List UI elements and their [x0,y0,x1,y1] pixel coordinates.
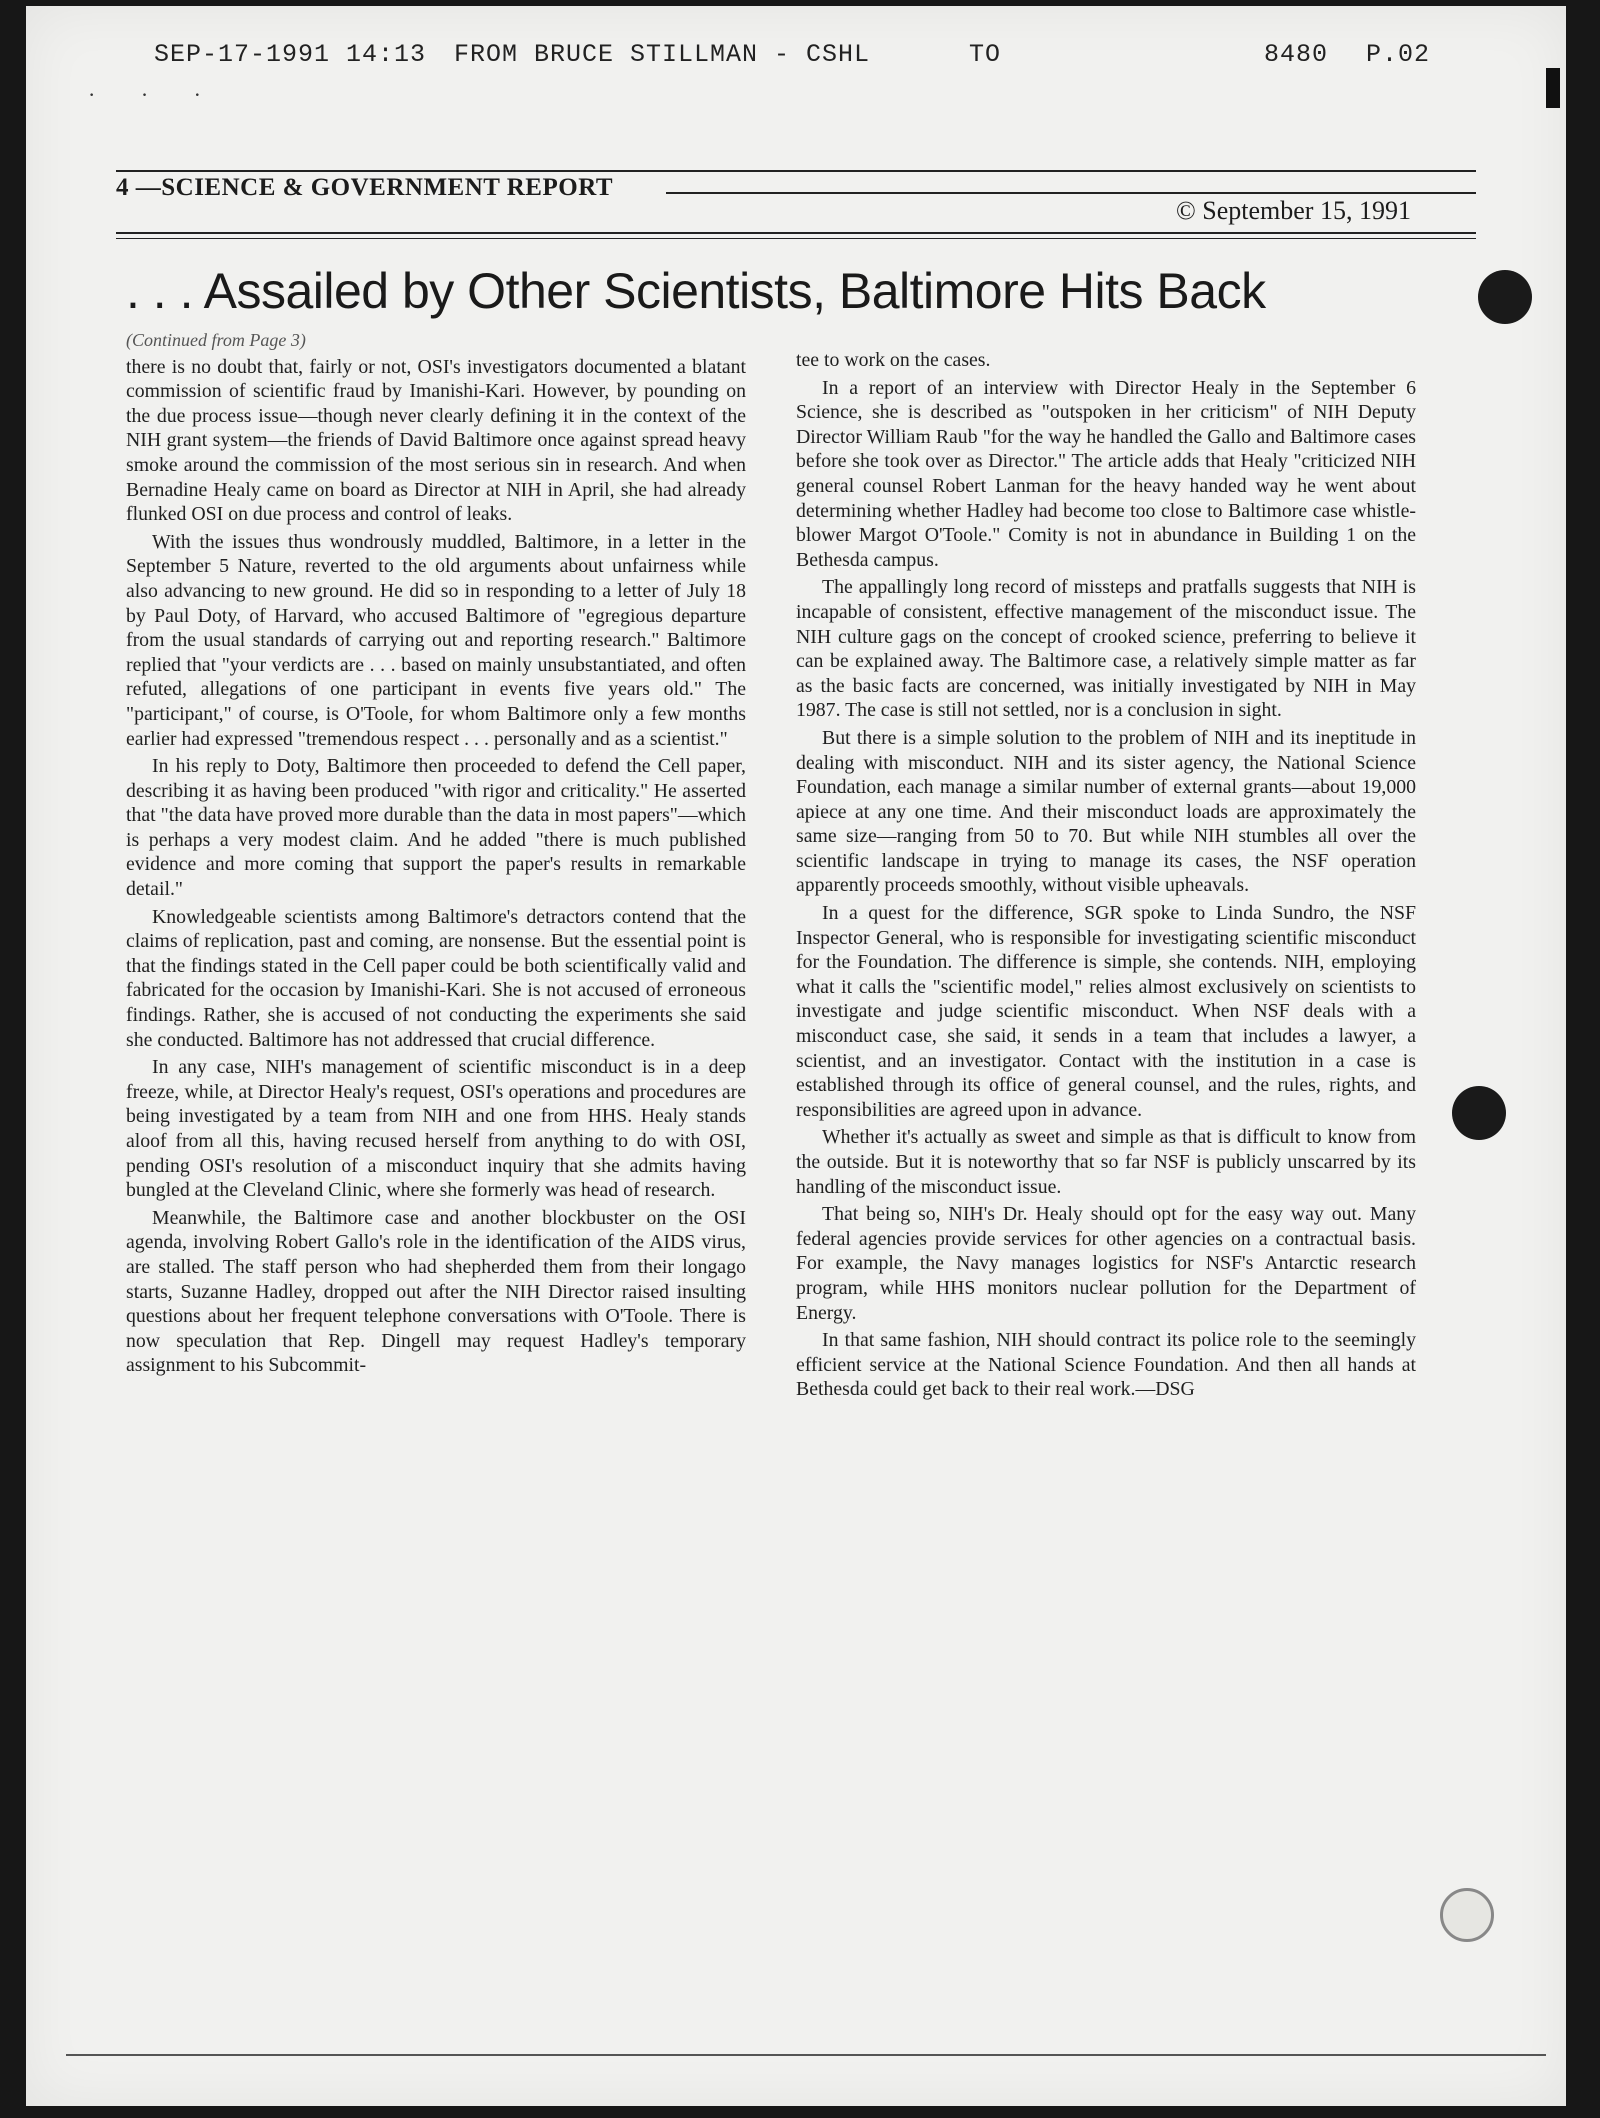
paragraph: The appallingly long record of missteps and pratfalls suggests that NIH is incapable of consistent, effective management of the misconduct issue. The NIH culture gags on the concept of crooked science, preferring to believe it can be explained away. The Baltimore case, a relatively simple matter as far as the basic facts are concerned, was initially investigated by NIH in May 1987. The case is still not settled, nor is a conclusion in sight. [796,576,1416,722]
top-rule [116,170,1476,172]
paragraph: In a report of an interview with Director Healy in the September 6 Science, she is described as "outspoken in her criticism" of NIH Deputy Director William Raub "for the way he handled the Gallo and Baltimore cases before she took over as Director." The article adds that Healy "criticized NIH general counsel Robert Lanman for the heavy handed way he went about determining whether Hadley had become too close to Baltimore case whistle-blower Margot O'Toole." Comity is not in abundance in Building 1 on the Bethesda campus. [796,376,1416,571]
section-rule [666,192,1476,194]
article-headline: . . . Assailed by Other Scientists, Baltimore Hits Back [126,263,1266,319]
paragraph: Meanwhile, the Baltimore case and another blockbuster on the OSI agenda, involving Robert Gallo's role in the identification of the AIDS virus, are stalled. The staff person who had shepherded them from their longago starts, Suzanne Hadley, dropped out after the NIH Director raised insulting questions about her frequent telephone conversations with O'Toole. There is now speculation that Rep. Dingell may request Hadley's temporary assignment to his Subcommit- [126,1206,746,1377]
paragraph: In his reply to Doty, Baltimore then proceeded to defend the Cell paper, describing it as having been produced "with rigor and criticality." He asserted that "the data have proved more durable than the data in most papers"—which is perhaps a very modest claim. And he added "there is much published evidence and more coming that support the paper's results in remarkable detail." [126,755,746,901]
fax-page [26,6,1566,2106]
paragraph: there is no doubt that, fairly or not, OSI's investigators documented a blatant commission of scientific fraud by Imanishi-Kari. However, by pounding on the due process issue—though never clearly defining it in the context of the NIH grant system—the friends of David Baltimore once against spread heavy smoke around the commission of the most serious sin in research. And when Bernadine Healy came on board as Director at NIH in April, she had already flunked OSI on due process and control of leaks. [126,355,746,526]
paragraph: Whether it's actually as sweet and simple as that is difficult to know from the outside. But it is noteworthy that so far NSF is publicly unscarred by its handling of the misconduct issue. [796,1126,1416,1198]
bottom-rule [66,2054,1546,2056]
section-label: 4 —SCIENCE & GOVERNMENT REPORT [116,174,614,201]
paragraph: With the issues thus wondrously muddled, Baltimore, in a letter in the September 5 Nature, reverted to the old arguments about unfairness while also advancing to new ground. He did so in responding to a letter of July 18 by Paul Doty, of Harvard, who accused Baltimore of "egregious departure from the usual standards of carrying out and reporting research." Baltimore replied that "your verdicts are . . . based on mainly unsubstantiated, and often refuted, allegations of one participant in events five years old." The "participant," of course, is O'Toole, for whom Baltimore only a few months earlier had expressed "tremendous respect . . . personally and as a scientist." [126,530,746,750]
fax-from: FROM BRUCE STILLMAN - CSHL [454,40,871,69]
punch-hole-bottom [1440,1888,1494,1942]
issue-date: © September 15, 1991 [1176,196,1411,225]
paragraph: But there is a simple solution to the problem of NIH and its ineptitude in dealing with misconduct. NIH and its sister agency, the National Science Foundation, each manage a similar number of external grants—about 19,000 apiece at any one time. And their misconduct loads are approximately the same size—ranging from 50 to 70. But while NIH stumbles all over the scientific landscape in trying to manage its cases, the NSF operation apparently proceeds smoothly, without visible upheavals. [796,726,1416,897]
punch-hole-top [1478,270,1532,324]
fax-number: 8480 [1264,40,1329,69]
continued-note: (Continued from Page 3) [126,330,306,350]
fax-page-number: P.02 [1366,40,1431,69]
paragraph: In a quest for the difference, SGR spoke to Linda Sundro, the NSF Inspector General, who is responsible for investigating scientific misconduct for the Foundation. The difference is simple, she contends. NIH, employing what it calls the "scientific model," relies almost exclusively on scientists to investigate and judge scientific misconduct. When NSF deals with a misconduct case, she said, it sends in a team that includes a lawyer, a scientist, and an investigator. Contact with the institution in a case is established through its office of general counsel, and the rules, rights, and responsibilities are agreed upon in advance. [796,902,1416,1121]
paragraph: In that same fashion, NIH should contract its police role to the seemingly efficient service at the National Science Foundation. And then all hands at Bethesda could get back to their real work.—DSG [796,1329,1416,1401]
paragraph: In any case, NIH's management of scientific misconduct is in a deep freeze, while, at Director Healy's request, OSI's operations and procedures are being investigated by a team from NIH and one from HHS. Healy stands aloof from all this, having recused herself from anything to do with OSI, pending OSI's resolution of a misconduct inquiry that she admits having bungled at the Cleveland Clinic, where she formerly was head of research. [126,1056,746,1202]
fax-edge-mark [1546,68,1560,108]
punch-hole-middle [1452,1086,1506,1140]
fax-to: TO [969,40,1002,69]
fax-date-time: SEP-17-1991 14:13 [154,40,427,69]
article-left-column [126,328,746,1381]
masthead-rule [116,232,1476,234]
article-right-column [796,348,1416,1405]
paragraph: tee to work on the cases. [796,349,991,371]
paragraph: Knowledgeable scientists among Baltimore's detractors contend that the claims of replication, past and coming, are nonsense. But the essential point is that the findings stated in the Cell paper could be both scientifically valid and fabricated for the occasion by Imanishi-Kari. She is not accused of erroneous findings. Rather, she is accused of not conducting the experiments she said she conducted. Baltimore has not addressed that crucial difference. [126,905,746,1051]
paragraph: That being so, NIH's Dr. Healy should opt for the easy way out. Many federal agencies provide services for other agencies on a contractual basis. For example, the Navy manages logistics for NSF's Antarctic research program, while HHS monitors nuclear pollution for the Department of Energy. [796,1203,1416,1324]
scan-specks: · · · [88,82,221,107]
masthead-rule-thin [116,238,1476,239]
